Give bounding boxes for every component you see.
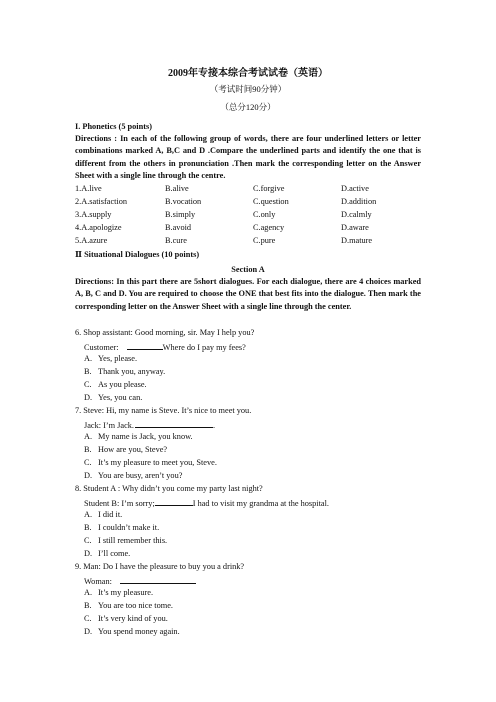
option-text: Thank you, anyway. <box>98 367 166 376</box>
option-letter: C. <box>84 380 92 389</box>
phonetics-row <box>75 184 421 196</box>
response-line <box>84 575 196 586</box>
phonetics-option: C.pure <box>253 236 276 245</box>
option-letter: B. <box>84 445 92 454</box>
option-text: Yes, you can. <box>98 393 143 402</box>
option <box>84 510 122 519</box>
option <box>84 458 217 467</box>
option-letter: B. <box>84 523 92 532</box>
option-text: I still remember this. <box>98 536 168 545</box>
phonetics-option: D.aware <box>341 223 369 232</box>
option-letter: B. <box>84 601 92 610</box>
exam-title: 2009年专接本综合考试试卷（英语） <box>168 68 328 79</box>
question-9: 9. Man: Do I have the pleasure to buy you a drink? <box>75 562 245 571</box>
option <box>84 549 130 558</box>
option <box>84 601 173 610</box>
phonetics-option: C.only <box>253 210 276 219</box>
response-line <box>84 419 215 430</box>
option-letter: C. <box>84 458 92 467</box>
option-text: You are too nice tome. <box>98 601 173 610</box>
phonetics-option: B.avoid <box>165 223 192 232</box>
answer-blank <box>120 575 196 584</box>
phonetics-option: C.forgive <box>253 184 285 193</box>
response-speaker: Customer: <box>84 343 119 352</box>
option <box>84 523 159 532</box>
option-text: I did it. <box>98 510 123 519</box>
option-letter: D. <box>84 549 93 558</box>
option-text: I’ll come. <box>98 549 131 558</box>
phonetics-option: B.cure <box>165 236 187 245</box>
phonetics-option: 5.A.azure <box>75 236 108 245</box>
option-letter: C. <box>84 614 92 623</box>
option-letter: A. <box>84 432 93 441</box>
phonetics-option: C.agency <box>253 223 285 232</box>
phonetics-option: B.alive <box>165 184 189 193</box>
answer-blank <box>127 341 163 350</box>
part1-heading: I. Phonetics (5 points) <box>75 122 152 131</box>
option-text: How are you, Steve? <box>98 445 168 454</box>
question-6: 6. Shop assistant: Good morning, sir. May I help you? <box>75 328 255 337</box>
option <box>84 354 137 363</box>
option-text: It’s my pleasure to meet you, Steve. <box>98 458 217 467</box>
exam-time: （考试时间90分钟） <box>209 84 287 94</box>
option-text: You are busy, aren’t you? <box>98 471 183 480</box>
phonetics-row <box>75 210 421 222</box>
answer-blank <box>155 497 193 506</box>
response-line <box>84 341 246 352</box>
option-text: It’s very kind of you. <box>98 614 168 623</box>
exam-total: （总分120分） <box>220 102 276 112</box>
phonetics-row <box>75 236 421 248</box>
phonetics-option: B.vocation <box>165 197 202 206</box>
response-speaker: Woman: <box>84 577 112 586</box>
part1-directions: Directions : In each of the following group of words, there are four underlined letters or letter combinations marked A, B,C and D .Compare the underlined parts and identify the one that is different from the others in pronunciation .Then mark the corresponding letter on the Answer Sheet with a single line through the centre. <box>75 134 421 181</box>
option <box>84 627 180 636</box>
section-a-label: Section A <box>231 265 265 274</box>
option-text: You spend money again. <box>98 627 180 636</box>
option-letter: D. <box>84 393 93 402</box>
response-line <box>84 497 329 508</box>
phonetics-option: 1.A.live <box>75 184 102 193</box>
option-letter: A. <box>84 588 93 597</box>
response-rest: I had to visit my grandma at the hospital. <box>192 499 329 508</box>
option-text: I couldn’t make it. <box>98 523 160 532</box>
part2-heading: Ⅱ Situational Dialogues (10 points) <box>75 250 200 259</box>
phonetics-option: D.active <box>341 184 369 193</box>
response-rest: Where do I pay my fees? <box>162 343 246 352</box>
phonetics-row <box>75 223 421 235</box>
phonetics-option: 4.A.apologize <box>75 223 122 232</box>
question-7: 7. Steve: Hi, my name is Steve. It’s nice to meet you. <box>75 406 252 415</box>
phonetics-option: 3.A.supply <box>75 210 112 219</box>
option-text: As you please. <box>98 380 147 389</box>
phonetics-option: D.addition <box>341 197 377 206</box>
phonetics-option: D.calmly <box>341 210 372 219</box>
option-text: My name is Jack, you know. <box>98 432 193 441</box>
option-letter: C. <box>84 536 92 545</box>
option <box>84 432 193 441</box>
option <box>84 614 168 623</box>
option <box>84 445 167 454</box>
answer-blank <box>135 419 216 430</box>
part2-directions: Directions: In this part there are 5short dialogues. For each dialogue, there are 4 choices marked A, B, C and D. You are required to choose the ONE that best fits into the dialogue. Then mark the corresponding letter on the Answer Sheet with a single line through the center. <box>75 277 421 311</box>
option-letter: D. <box>84 471 93 480</box>
phonetics-option: D.mature <box>341 236 373 245</box>
option-letter: A. <box>84 510 93 519</box>
response-speaker: Jack: I’m Jack. <box>84 421 134 430</box>
option <box>84 367 165 376</box>
phonetics-option: B.simply <box>165 210 196 219</box>
option-text: Yes, please. <box>98 354 138 363</box>
option <box>84 536 167 545</box>
option <box>84 471 182 480</box>
option <box>84 588 153 597</box>
option-letter: B. <box>84 367 92 376</box>
phonetics-option: C.question <box>253 197 289 206</box>
option-text: It’s my pleasure. <box>98 588 154 597</box>
response-speaker: Student B: I’m sorry; <box>84 499 155 508</box>
option <box>84 393 142 402</box>
phonetics-row <box>75 197 421 209</box>
question-8: 8. Student A : Why didn’t you come my party last night? <box>75 484 263 493</box>
phonetics-option: 2.A.satisfaction <box>75 197 128 206</box>
response-rest: . <box>213 421 216 430</box>
option <box>84 380 147 389</box>
option-letter: D. <box>84 627 93 636</box>
option-letter: A. <box>84 354 93 363</box>
